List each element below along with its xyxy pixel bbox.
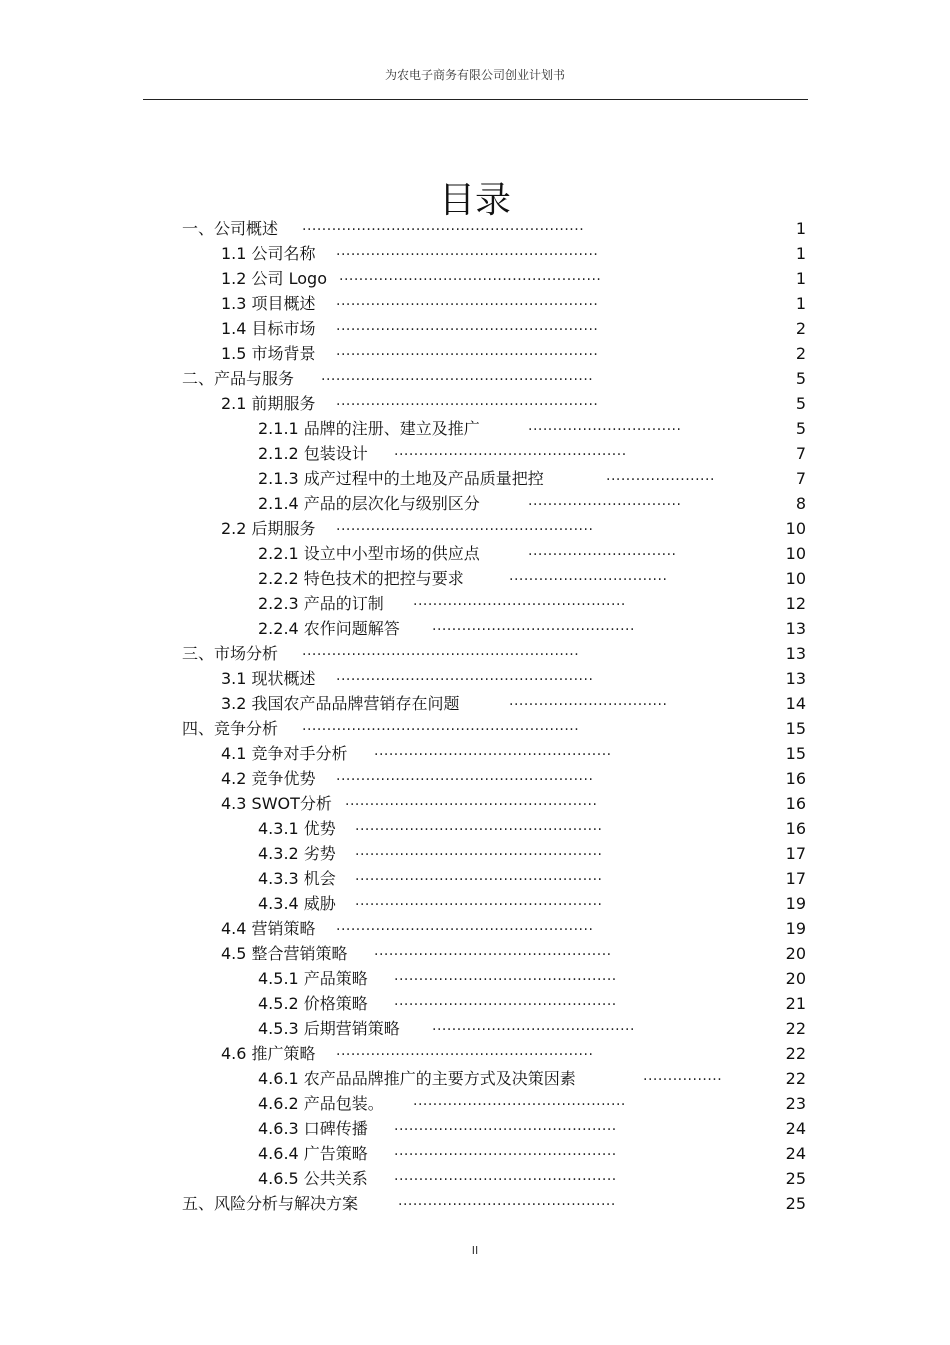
- toc-entry-leader: ....................................................: [336, 518, 594, 534]
- toc-entry-page: 13: [785, 619, 806, 638]
- toc-entry-page: 24: [785, 1119, 806, 1138]
- toc-entry[interactable]: [0, 766, 806, 791]
- toc-entry[interactable]: [0, 316, 806, 341]
- toc-entry-leader: ...............................: [528, 493, 682, 509]
- toc-entry-leader: .....................................................: [336, 243, 599, 259]
- toc-entry-page: 16: [785, 769, 806, 788]
- toc-entry-label: 五、风险分析与解决方案: [182, 1194, 359, 1213]
- toc-entry-leader: ......................: [606, 468, 715, 484]
- toc-entry-page: 24: [785, 1144, 806, 1163]
- toc-entry-page: 14: [785, 694, 806, 713]
- toc-entry-label: 2.2.4 农作问题解答: [258, 619, 400, 638]
- toc-entry-page: 25: [785, 1169, 806, 1188]
- toc-entry[interactable]: [0, 716, 806, 741]
- toc-entry[interactable]: [0, 1116, 806, 1141]
- toc-entry-label: 1.2 公司 Logo: [221, 269, 327, 288]
- toc-heading: 目录: [438, 180, 511, 221]
- toc-entry-leader: ................................................: [374, 743, 612, 759]
- toc-entry-label: 2.1.4 产品的层次化与级别区分: [258, 494, 480, 513]
- toc-entry[interactable]: [0, 741, 806, 766]
- toc-entry-page: 15: [785, 744, 806, 763]
- toc-entry[interactable]: [0, 616, 806, 641]
- toc-entry-page: 10: [785, 569, 806, 588]
- toc-entry-leader: ..................................................: [355, 893, 603, 909]
- toc-entry-leader: .......................................................: [321, 368, 594, 384]
- toc-entry-leader: ..................................................: [355, 818, 603, 834]
- toc-entry-label: 一、公司概述: [182, 219, 279, 238]
- toc-entry-leader: .....................................................: [336, 318, 599, 334]
- toc-entry-label: 4.6.1 农产品品牌推广的主要方式及决策因素: [258, 1069, 576, 1088]
- toc-entry-label: 1.3 项目概述: [221, 294, 316, 313]
- toc-entry-page: 12: [785, 594, 806, 613]
- toc-entry-page: 19: [785, 894, 806, 913]
- toc-entry-leader: .........................................................: [302, 218, 585, 234]
- running-header: 为农电子商务有限公司创业计划书: [384, 68, 565, 82]
- toc-entry-leader: ....................................................: [336, 668, 594, 684]
- toc-entry-page: 19: [785, 919, 806, 938]
- toc-entry[interactable]: [0, 891, 806, 916]
- toc-entry-page: 2: [795, 319, 806, 338]
- toc-entry-leader: .............................................: [394, 1118, 617, 1134]
- toc-entry-label: 2.1.3 成产过程中的土地及产品质量把控: [258, 469, 544, 488]
- toc-entry-leader: ..................................................: [355, 868, 603, 884]
- toc-entry[interactable]: [0, 441, 806, 466]
- toc-entry-leader: ....................................................: [336, 1043, 594, 1059]
- toc-entry-label: 2.2.3 产品的订制: [258, 594, 384, 613]
- toc-entry-leader: .....................................................: [339, 268, 602, 284]
- toc-entry-label: 4.6.3 口碑传播: [258, 1119, 368, 1138]
- toc-entry[interactable]: [0, 216, 806, 241]
- toc-entry[interactable]: [0, 1066, 806, 1091]
- toc-entry-page: 13: [785, 669, 806, 688]
- toc-entry-label: 1.5 市场背景: [221, 344, 316, 363]
- toc-entry-label: 3.1 现状概述: [221, 669, 316, 688]
- toc-entry[interactable]: [0, 691, 806, 716]
- toc-entry[interactable]: [0, 641, 806, 666]
- toc-entry-page: 1: [795, 269, 806, 288]
- toc-entry-leader: .............................................: [394, 993, 617, 1009]
- toc-entry-label: 4.5.3 后期营销策略: [258, 1019, 400, 1038]
- toc-entry-page: 1: [795, 294, 806, 313]
- toc-entry-label: 三、市场分析: [182, 644, 279, 663]
- toc-entry-leader: .........................................: [432, 1018, 635, 1034]
- toc-entry-label: 四、竞争分析: [182, 719, 279, 738]
- toc-entry[interactable]: [0, 266, 806, 291]
- toc-entry-page: 5: [795, 369, 806, 388]
- toc-entry-leader: .........................................: [432, 618, 635, 634]
- toc-entry-page: 16: [785, 819, 806, 838]
- toc-entry-label: 4.5.2 价格策略: [258, 994, 368, 1013]
- toc-entry-label: 4.3 SWOT分析: [221, 794, 332, 813]
- toc-entry[interactable]: [0, 466, 806, 491]
- toc-entry-leader: .....................................................: [336, 393, 599, 409]
- toc-entry-label: 二、产品与服务: [182, 369, 295, 388]
- toc-entry-leader: ....................................................: [336, 918, 594, 934]
- toc-entry-label: 4.3.3 机会: [258, 869, 336, 888]
- toc-entry[interactable]: [0, 241, 806, 266]
- toc-entry-leader: ................: [643, 1068, 723, 1084]
- toc-entry-label: 2.2.1 设立中小型市场的供应点: [258, 544, 480, 563]
- toc-entry[interactable]: [0, 791, 806, 816]
- toc-entry[interactable]: [0, 1091, 806, 1116]
- toc-entry-page: 13: [785, 644, 806, 663]
- toc-entry-label: 4.3.4 威胁: [258, 894, 336, 913]
- toc-entry-leader: ....................................................: [336, 768, 594, 784]
- page-number: II: [471, 1244, 479, 1257]
- toc-entry-leader: .............................................: [394, 968, 617, 984]
- toc-entry-leader: ...............................................: [394, 443, 627, 459]
- toc-entry-label: 2.2 后期服务: [221, 519, 316, 538]
- toc-entry-leader: ...........................................: [413, 1093, 626, 1109]
- toc-entry-leader: .............................................: [394, 1143, 617, 1159]
- toc-entry-page: 10: [785, 544, 806, 563]
- toc-entry-leader: ........................................................: [302, 643, 580, 659]
- toc-entry[interactable]: [0, 1041, 806, 1066]
- toc-entry[interactable]: [0, 491, 806, 516]
- toc-entry-page: 10: [785, 519, 806, 538]
- toc-entry[interactable]: [0, 366, 806, 391]
- toc-entry-page: 17: [785, 869, 806, 888]
- toc-entry-page: 8: [795, 494, 806, 513]
- toc-entry-page: 21: [785, 994, 806, 1013]
- toc-entry-page: 20: [785, 969, 806, 988]
- toc-entry-page: 22: [785, 1019, 806, 1038]
- toc-entry[interactable]: [0, 666, 806, 691]
- toc-entry-label: 4.3.1 优势: [258, 819, 336, 838]
- toc-entry-page: 17: [785, 844, 806, 863]
- toc-entry-page: 5: [795, 419, 806, 438]
- toc-entry-page: 22: [785, 1069, 806, 1088]
- toc-entry-leader: ..............................: [528, 543, 677, 559]
- toc-entry-leader: ...........................................: [413, 593, 626, 609]
- toc-entry[interactable]: [0, 541, 806, 566]
- toc-entry-page: 7: [795, 469, 806, 488]
- toc-entry[interactable]: [0, 991, 806, 1016]
- toc-entry-page: 7: [795, 444, 806, 463]
- toc-entry-leader: .....................................................: [336, 343, 599, 359]
- toc-entry-leader: ...............................: [528, 418, 682, 434]
- toc-entry[interactable]: [0, 291, 806, 316]
- toc-entry-label: 4.3.2 劣势: [258, 844, 336, 863]
- toc-entry-leader: ..................................................: [355, 843, 603, 859]
- toc-entry-label: 4.6.2 产品包装。: [258, 1094, 384, 1113]
- toc-entry-label: 4.2 竞争优势: [221, 769, 316, 788]
- toc-entry[interactable]: [0, 941, 806, 966]
- toc-entry-leader: ........................................................: [302, 718, 580, 734]
- toc-entry[interactable]: [0, 1016, 806, 1041]
- toc-entry[interactable]: [0, 866, 806, 891]
- toc-entry[interactable]: [0, 966, 806, 991]
- toc-entry-leader: ............................................: [398, 1193, 616, 1209]
- toc-entry-label: 2.1.2 包装设计: [258, 444, 368, 463]
- toc-entry[interactable]: [0, 1166, 806, 1191]
- toc-entry[interactable]: [0, 591, 806, 616]
- toc-entry-label: 4.5 整合营销策略: [221, 944, 348, 963]
- toc-entry[interactable]: [0, 391, 806, 416]
- toc-entry-label: 2.1 前期服务: [221, 394, 316, 413]
- toc-entry-label: 4.4 营销策略: [221, 919, 316, 938]
- toc-entry-label: 4.1 竞争对手分析: [221, 744, 348, 763]
- toc-entry-leader: ................................: [509, 693, 668, 709]
- toc-entry-label: 1.4 目标市场: [221, 319, 316, 338]
- toc-entry-page: 25: [785, 1194, 806, 1213]
- toc-entry-page: 23: [785, 1094, 806, 1113]
- toc-entry[interactable]: [0, 566, 806, 591]
- header-divider: [143, 99, 808, 100]
- toc-entry[interactable]: [0, 1191, 806, 1216]
- toc-entry-page: 2: [795, 344, 806, 363]
- toc-entry[interactable]: [0, 416, 806, 441]
- toc-entry-page: 16: [785, 794, 806, 813]
- toc-entry-leader: .....................................................: [336, 293, 599, 309]
- toc-entry-leader: ................................: [509, 568, 668, 584]
- toc-entry-leader: .............................................: [394, 1168, 617, 1184]
- toc-entry-label: 4.6.4 广告策略: [258, 1144, 368, 1163]
- toc-entry-leader: ...................................................: [345, 793, 598, 809]
- toc-entry[interactable]: [0, 816, 806, 841]
- toc-entry-label: 3.2 我国农产品品牌营销存在问题: [221, 694, 460, 713]
- toc-entry-label: 4.5.1 产品策略: [258, 969, 368, 988]
- toc-entry[interactable]: [0, 341, 806, 366]
- toc-entry-page: 20: [785, 944, 806, 963]
- toc-entry-label: 2.2.2 特色技术的把控与要求: [258, 569, 464, 588]
- toc-entry[interactable]: [0, 841, 806, 866]
- toc-entry-page: 1: [795, 244, 806, 263]
- toc-entry-label: 1.1 公司名称: [221, 244, 316, 263]
- toc-entry[interactable]: [0, 916, 806, 941]
- toc-entry-page: 1: [795, 219, 806, 238]
- toc-entry-leader: ................................................: [374, 943, 612, 959]
- toc-entry-label: 4.6.5 公共关系: [258, 1169, 368, 1188]
- toc-entry-page: 15: [785, 719, 806, 738]
- toc-entry-label: 4.6 推广策略: [221, 1044, 316, 1063]
- toc-entry[interactable]: [0, 1141, 806, 1166]
- toc-entry[interactable]: [0, 516, 806, 541]
- toc-entry-label: 2.1.1 品牌的注册、建立及推广: [258, 419, 480, 438]
- toc-entry-page: 5: [795, 394, 806, 413]
- toc-entry-page: 22: [785, 1044, 806, 1063]
